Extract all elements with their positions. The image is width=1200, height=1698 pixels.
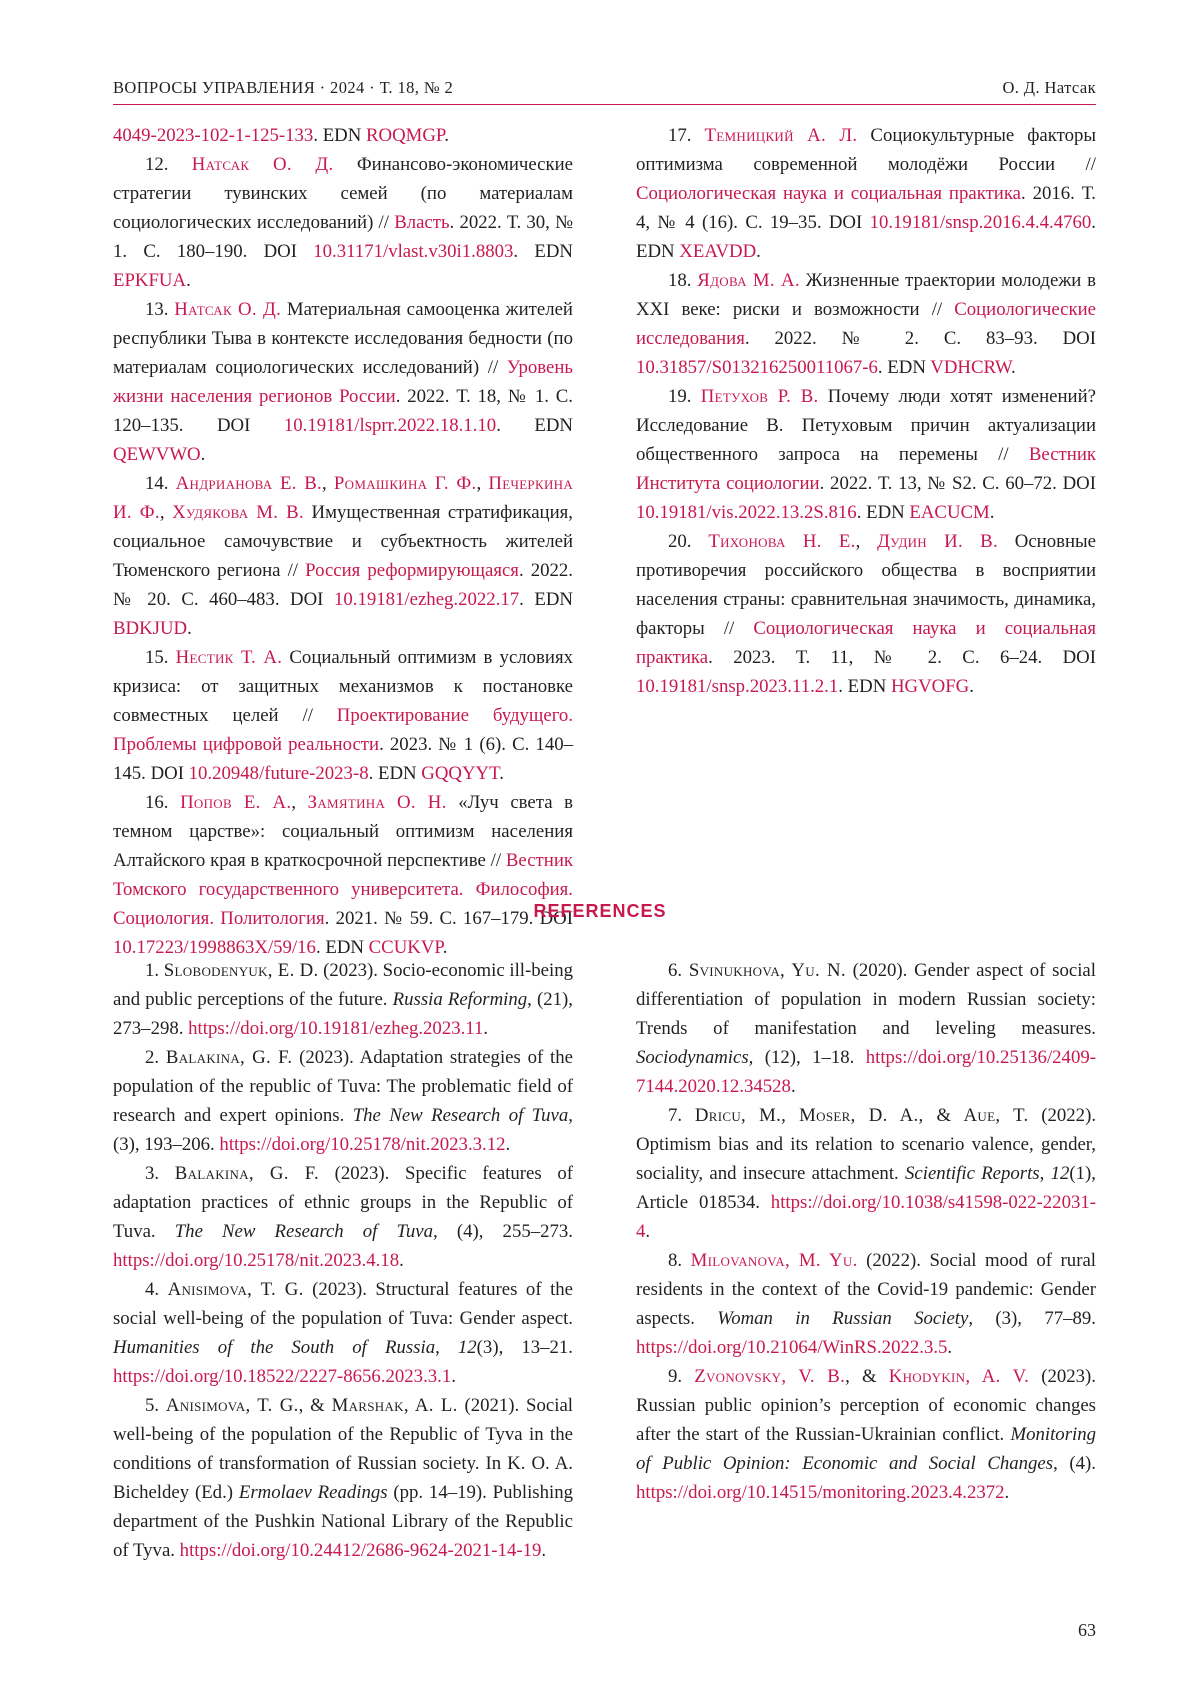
- journal-title: Russia Reforming: [393, 989, 528, 1010]
- reference-item-en-6: 6. Svinukhova, Yu. N. (2020). Gender aspect of social differentiation of population in modern Russian society: Trends of manifestation and leveling measures. Sociodynamics, (12), 1–18. https://doi.org/10.25136/2409-7144.2020.12.34528.: [636, 956, 1096, 1101]
- reference-item-en-7: 7. Dricu, M., Moser, D. A., & Aue, T. (2022). Optimism bias and its relation to scenario valence, gender, sociality, and insecure attachment. Scientific Reports, 12(1), Article 018534. https://doi.org/10.1038/s41598-022-22031-4.: [636, 1101, 1096, 1246]
- edn-link[interactable]: HGVOFG: [891, 676, 969, 697]
- author-link[interactable]: Zvonovsky, V. B.: [694, 1366, 845, 1387]
- page-number: 63: [1078, 1620, 1096, 1641]
- book-title: Ermolaev Readings: [239, 1482, 388, 1503]
- author-name: Slobodenyuk, E. D.: [164, 960, 319, 981]
- doi-link[interactable]: 10.17223/1998863X/59/16: [113, 937, 316, 958]
- doi-link[interactable]: 10.19181/lsprr.2022.18.1.10: [284, 415, 496, 436]
- doi-url-link[interactable]: https://doi.org/10.24412/2686-9624-2021-14-19: [180, 1540, 542, 1561]
- journal-title: Sociodynamics: [636, 1047, 749, 1068]
- journal-link[interactable]: Вестник Института социологии: [636, 444, 1096, 494]
- author-name: Svinukhova, Yu. N.: [689, 960, 846, 981]
- reference-item-en-3: 3. Balakina, G. F. (2023). Specific features of adaptation practices of ethnic groups in the Republic of Tuva. The New Research of Tuva, (4), 255–273. https://doi.org/10.25178/nit.2023.4.18.: [113, 1159, 573, 1275]
- reference-item-16: 16. Попов Е. А., Замятина О. Н. «Луч света в темном царстве»: социальный оптимизм населения Алтайского края в краткосрочной перспективе // Вестник Томского государственного университета. Философия. Социология. Политология. 2021. № 59. С. 167–179. DOI 10.17223/1998863X/59/16. EDN CCUKVP.: [113, 788, 573, 962]
- author-name: Marshak, A. L.: [332, 1395, 458, 1416]
- journal-title: Woman in Russian Society: [717, 1308, 968, 1329]
- edn-link[interactable]: EPKFUA: [113, 270, 186, 291]
- author-link[interactable]: Тихонова Н. Е.: [708, 531, 855, 552]
- edn-link[interactable]: ROQMGP: [366, 125, 444, 146]
- journal-link[interactable]: Власть: [394, 212, 449, 233]
- en-references-left-column: [113, 956, 573, 1565]
- doi-url-link[interactable]: https://doi.org/10.25178/nit.2023.4.18: [113, 1250, 399, 1271]
- doi-url-link[interactable]: https://doi.org/10.25178/nit.2023.3.12: [219, 1134, 505, 1155]
- doi-link[interactable]: 10.19181/snsp.2016.4.4.4760: [870, 212, 1092, 233]
- reference-item-18: 18. Ядова М. А. Жизненные траектории молодежи в XXI веке: риски и возможности // Социологические исследования. 2022. № 2. С. 83–93. DOI 10.31857/S013216250011067-6. EDN VDHCRW.: [636, 266, 1096, 382]
- author-link[interactable]: Ромашкина Г. Ф.: [334, 473, 477, 494]
- author-link[interactable]: Попов Е. А.: [180, 792, 291, 813]
- reference-item-14: 14. Андрианова Е. В., Ромашкина Г. Ф., Печеркина И. Ф., Худякова М. В. Имущественная стратификация, социальное самочувствие и субъектность жителей Тюменского региона // Россия реформирующаяся. 2022. № 20. С. 460–483. DOI 10.19181/ezheg.2022.17. EDN BDKJUD.: [113, 469, 573, 643]
- edn-link[interactable]: VDHCRW: [930, 357, 1011, 378]
- running-header: [113, 74, 1096, 104]
- author-name: Anisimova, T. G.: [168, 1279, 304, 1300]
- ru-references-left-column: [113, 121, 573, 962]
- author-name: Balakina, G. F.: [175, 1163, 319, 1184]
- edn-link[interactable]: QEWVWO: [113, 444, 201, 465]
- author-link[interactable]: Петухов Р. В.: [701, 386, 819, 407]
- journal-link[interactable]: Социологические исследования: [636, 299, 1096, 349]
- references-heading: REFERENCES: [0, 901, 1200, 922]
- author-link[interactable]: Худякова М. В.: [172, 502, 304, 523]
- header-rule: [113, 104, 1096, 105]
- doi-url-link[interactable]: https://doi.org/10.1038/s41598-022-22031-4: [636, 1192, 1096, 1242]
- author-link[interactable]: Натсак О. Д.: [192, 154, 334, 175]
- author-link[interactable]: Замятина О. Н.: [308, 792, 447, 813]
- journal-title: The New Research of Tuva: [353, 1105, 569, 1126]
- reference-item-13: 13. Натсак О. Д. Материальная самооценка жителей республики Тыва в контексте исследования бедности (по материалам социологических исследований) // Уровень жизни населения регионов России. 2022. Т. 18, № 1. С. 120–135. DOI 10.19181/lsprr.2022.18.1.10. EDN QEWVWO.: [113, 295, 573, 469]
- author-link[interactable]: Дудин И. В.: [877, 531, 998, 552]
- author-link[interactable]: Ядова М. А.: [697, 270, 800, 291]
- author-name: Anisimova, T. G.: [166, 1395, 299, 1416]
- doi-link[interactable]: 10.20948/future-2023-8: [189, 763, 369, 784]
- journal-title: Scientific Reports: [905, 1163, 1040, 1184]
- doi-link[interactable]: 4049-2023-102-1-125-133: [113, 125, 313, 146]
- journal-link[interactable]: Проектирование будущего. Проблемы цифровой реальности: [113, 705, 573, 755]
- doi-link[interactable]: 10.31857/S013216250011067-6: [636, 357, 878, 378]
- journal-title: The New Research of Tuva: [175, 1221, 433, 1242]
- doi-url-link[interactable]: https://doi.org/10.25136/2409-7144.2020.12.34528: [636, 1047, 1096, 1097]
- edn-link[interactable]: XEAVDD: [679, 241, 756, 262]
- doi-url-link[interactable]: https://doi.org/10.14515/monitoring.2023.4.2372: [636, 1482, 1005, 1503]
- edn-link[interactable]: GQQYYT: [421, 763, 499, 784]
- journal-header: ВОПРОСЫ УПРАВЛЕНИЯ · 2024 · Т. 18, № 2: [113, 78, 453, 98]
- author-link[interactable]: Андрианова Е. В.: [176, 473, 322, 494]
- volume: 12: [458, 1337, 477, 1358]
- author-link[interactable]: Печеркина И. Ф.: [113, 473, 573, 523]
- volume: 12: [1051, 1163, 1070, 1184]
- edn-link[interactable]: EACUCM: [909, 502, 989, 523]
- author-name: Balakina, G. F.: [166, 1047, 292, 1068]
- doi-link[interactable]: 10.19181/ezheg.2022.17: [334, 589, 519, 610]
- author-link[interactable]: Нестик Т. А.: [176, 647, 283, 668]
- edn-link[interactable]: CCUKVP: [369, 937, 443, 958]
- author-name: Dricu, M., Moser, D. A., & Aue, T.: [695, 1105, 1029, 1126]
- author-link[interactable]: Темницкий А. Л.: [705, 125, 858, 146]
- journal-title: Humanities of the South of Russia: [113, 1337, 435, 1358]
- journal-link[interactable]: Вестник Томского государственного университета. Философия. Социология. Политология: [113, 850, 573, 929]
- reference-item-en-2: 2. Balakina, G. F. (2023). Adaptation strategies of the population of the republic of Tuva: The problematic field of research and expert opinions. The New Research of Tuva, (3), 193–206. https://doi.org/10.25178/nit.2023.3.12.: [113, 1043, 573, 1159]
- journal-link[interactable]: Социологическая наука и социальная практика: [636, 183, 1021, 204]
- journal-link[interactable]: Россия реформирующаяся: [305, 560, 519, 581]
- reference-item-12: 12. Натсак О. Д. Финансово-экономические стратегии тувинских семей (по материалам социологических исследований) // Власть. 2022. Т. 30, № 1. С. 180–190. DOI 10.31171/vlast.v30i1.8803. EDN EPKFUA.: [113, 150, 573, 295]
- author-link[interactable]: Натсак О. Д.: [174, 299, 281, 320]
- reference-item-15: 15. Нестик Т. А. Социальный оптимизм в условиях кризиса: от защитных механизмов к постановке совместных целей // Проектирование будущего. Проблемы цифровой реальности. 2023. № 1 (6). С. 140–145. DOI 10.20948/future-2023-8. EDN GQQYYT.: [113, 643, 573, 788]
- reference-item-en-5: 5. Anisimova, T. G., & Marshak, A. L. (2021). Social well-being of the population of the Republic of Tyva in the conditions of transformation of Russian society. In K. O. A. Bicheldey (Ed.) Ermolaev Readings (pp. 14–19). Publishing department of the Pushkin National Library of the Republic of Tyva. https://doi.org/10.24412/2686-9624-2021-14-19.: [113, 1391, 573, 1565]
- journal-link[interactable]: Уровень жизни населения регионов России: [113, 357, 573, 407]
- reference-item-en-8: 8. Milovanova, M. Yu. (2022). Social mood of rural residents in the context of the Covid-19 pandemic: Gender aspects. Woman in Russian Society, (3), 77–89. https://doi.org/10.21064/WinRS.2022.3.5.: [636, 1246, 1096, 1362]
- ru-references-right-column: [636, 121, 1096, 701]
- doi-url-link[interactable]: https://doi.org/10.18522/2227-8656.2023.3.1: [113, 1366, 451, 1387]
- edn-link[interactable]: BDKJUD: [113, 618, 187, 639]
- doi-url-link[interactable]: https://doi.org/10.21064/WinRS.2022.3.5: [636, 1337, 947, 1358]
- reference-item-20: 20. Тихонова Н. Е., Дудин И. В. Основные противоречия российского общества в восприятии населения страны: сравнительная значимость, динамика, факторы // Социологическая наука и социальная практика. 2023. Т. 11, № 2. С. 6–24. DOI 10.19181/snsp.2023.11.2.1. EDN HGVOFG.: [636, 527, 1096, 701]
- author-header: О. Д. Натсак: [1002, 78, 1096, 98]
- doi-link[interactable]: 10.19181/vis.2022.13.2S.816: [636, 502, 857, 523]
- reference-item-en-1: 1. Slobodenyuk, E. D. (2023). Socio-economic ill-being and public perceptions of the future. Russia Reforming, (21), 273–298. https://doi.org/10.19181/ezheg.2023.11.: [113, 956, 573, 1043]
- doi-link[interactable]: 10.31171/vlast.v30i1.8803: [313, 241, 513, 262]
- reference-item-en-4: 4. Anisimova, T. G. (2023). Structural features of the social well-being of the population of Tuva: Gender aspect. Humanities of the South of Russia, 12(3), 13–21. https://doi.org/10.18522/2227-8656.2023.3.1.: [113, 1275, 573, 1391]
- author-link[interactable]: Khodykin, A. V.: [889, 1366, 1029, 1387]
- journal-link[interactable]: Социологическая наука и социальная практика: [636, 618, 1096, 668]
- journal-title: Monitoring of Public Opinion: Economic and Social Changes: [636, 1424, 1096, 1474]
- doi-url-link[interactable]: https://doi.org/10.19181/ezheg.2023.11: [188, 1018, 483, 1039]
- reference-item-19: 19. Петухов Р. В. Почему люди хотят изменений? Исследование В. Петуховым причин актуализации общественного запроса на перемены // Вестник Института социологии. 2022. Т. 13, № S2. С. 60–72. DOI 10.19181/vis.2022.13.2S.816. EDN EACUCM.: [636, 382, 1096, 527]
- reference-item-11: 4049-2023-102-1-125-133. EDN ROQMGP.: [113, 121, 573, 150]
- reference-item-17: 17. Темницкий А. Л. Социокультурные факторы оптимизма современной молодёжи России // Социологическая наука и социальная практика. 2016. Т. 4, № 4 (16). С. 19–35. DOI 10.19181/snsp.2016.4.4.4760. EDN XEAVDD.: [636, 121, 1096, 266]
- author-link[interactable]: Milovanova, M. Yu.: [691, 1250, 858, 1271]
- doi-link[interactable]: 10.19181/snsp.2023.11.2.1: [636, 676, 838, 697]
- en-references-right-column: [636, 956, 1096, 1507]
- reference-item-en-9: 9. Zvonovsky, V. B., & Khodykin, A. V. (2023). Russian public opinion’s perception of economic changes after the start of the Russian-Ukrainian conflict. Monitoring of Public Opinion: Economic and Social Changes, (4). https://doi.org/10.14515/monitoring.2023.4.2372.: [636, 1362, 1096, 1507]
